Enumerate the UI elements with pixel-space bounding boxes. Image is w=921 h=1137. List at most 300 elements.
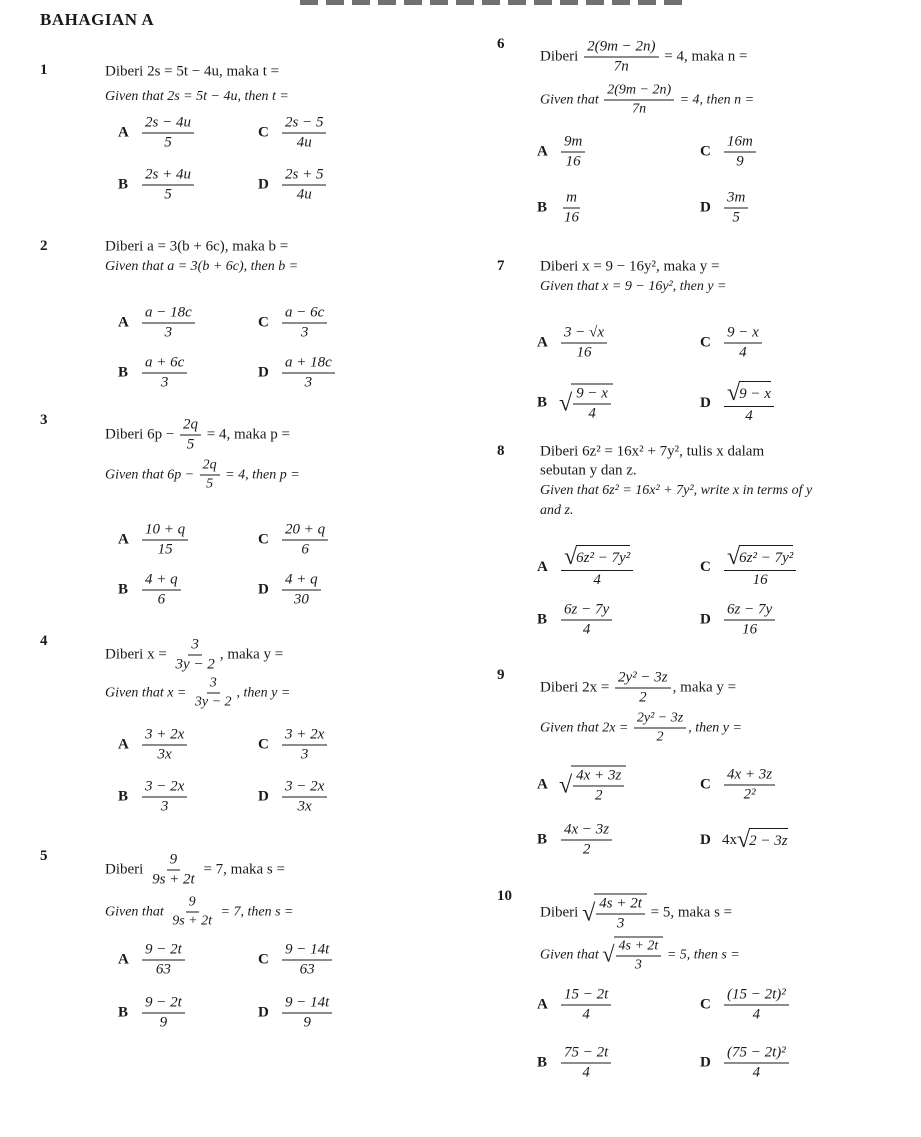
denominator-text: 16: [565, 153, 581, 170]
text-segment: Diberi a = 3(b + 6c), maka b =: [105, 238, 289, 255]
option-letter: D: [700, 394, 711, 411]
numerator: [142, 355, 187, 374]
denominator-text: 3: [300, 324, 309, 341]
numerator: [634, 711, 686, 729]
option-a[interactable]: [537, 766, 626, 805]
radicand: [739, 545, 793, 569]
option-a[interactable]: [537, 134, 587, 171]
denominator: [574, 344, 595, 362]
numerator-text: 6z² − 7y²: [576, 549, 631, 566]
denominator-text: 4: [582, 1006, 590, 1023]
numerator-text: 2s − 4u: [145, 114, 191, 131]
numerator-text: 2(9m − 2n): [587, 38, 656, 55]
fraction: [173, 637, 218, 674]
option-c[interactable]: [700, 987, 791, 1024]
numerator-text: 2(9m − 2n): [607, 82, 672, 98]
numerator: [282, 522, 328, 541]
option-letter: C: [700, 334, 711, 351]
section-title: BAHAGIAN A: [40, 10, 155, 29]
fraction: [724, 1045, 789, 1082]
denominator-text: 3: [304, 374, 313, 391]
numerator-text: 10 + q: [145, 521, 186, 538]
numerator: [615, 670, 671, 689]
text-segment: Diberi: [540, 48, 583, 65]
text-segment: = 4, maka p =: [203, 426, 290, 443]
denominator-text: 4: [582, 1064, 590, 1081]
option-letter: A: [537, 776, 548, 793]
denominator: [158, 798, 172, 816]
option-letter: A: [118, 314, 129, 331]
numerator: [142, 727, 187, 746]
option-c[interactable]: [258, 942, 334, 979]
fraction: [634, 711, 686, 746]
numerator-text: 3 − √x: [564, 324, 605, 341]
denominator: [295, 798, 315, 816]
text-segment: sebutan y dan z.: [540, 462, 637, 479]
option-d[interactable]: [258, 995, 334, 1032]
question-text-malay: [105, 239, 288, 256]
option-d[interactable]: [258, 779, 329, 816]
denominator: [579, 1064, 593, 1082]
option-b[interactable]: [537, 822, 614, 859]
option-letter: D: [258, 364, 269, 381]
denominator-text: 4: [745, 408, 753, 424]
question-text-english: [540, 937, 740, 974]
option-c[interactable]: [258, 727, 329, 764]
question-number: 4: [40, 633, 48, 649]
option-d[interactable]: [700, 190, 750, 227]
option-b[interactable]: [537, 602, 614, 639]
numerator: [561, 822, 612, 841]
denominator-text: 9: [736, 153, 744, 170]
denominator: [636, 689, 650, 707]
option-letter: D: [700, 611, 711, 628]
denominator: [298, 541, 312, 559]
option-c[interactable]: [700, 545, 798, 589]
text-segment: Given that: [105, 904, 168, 919]
numerator-text: 3 − 2x: [145, 778, 185, 795]
numerator: [200, 458, 220, 476]
denominator-text: 4: [588, 405, 596, 422]
numerator-text: 9 − 2t: [145, 941, 182, 958]
numerator: [561, 545, 633, 571]
fraction: [573, 386, 611, 423]
question-text-malay: [540, 444, 764, 461]
numerator-text: 6z² − 7y²: [739, 549, 794, 566]
radicand: [571, 384, 613, 423]
radical-sign: √: [727, 544, 741, 570]
question-text-english: [540, 83, 754, 118]
question-text-malay: [105, 417, 290, 454]
numerator: [563, 190, 580, 209]
denominator: [162, 324, 176, 342]
option-d[interactable]: [258, 167, 328, 204]
denominator-text: 2: [639, 689, 647, 706]
fraction: [142, 305, 195, 342]
text-segment: Given that: [540, 92, 603, 107]
question-text-malay: [105, 637, 283, 674]
option-c[interactable]: [258, 115, 328, 152]
fraction: [724, 325, 762, 362]
option-c[interactable]: [700, 134, 758, 171]
numerator: [604, 83, 674, 101]
option-letter: B: [537, 1054, 548, 1071]
question-text-english: [105, 895, 293, 930]
option-letter: B: [537, 831, 548, 848]
option-b[interactable]: [118, 779, 189, 816]
radical-sign: √: [727, 380, 741, 406]
denominator: [294, 134, 315, 152]
denominator-text: 2²: [743, 786, 756, 803]
option-b[interactable]: [118, 572, 183, 609]
question-text-malay: [540, 894, 732, 933]
numerator: [282, 779, 327, 798]
option-letter: C: [258, 951, 269, 968]
denominator: [158, 374, 172, 392]
question-text-english: [105, 676, 290, 711]
numerator-text: 4s + 2t: [599, 895, 642, 912]
option-b[interactable]: [118, 995, 187, 1032]
numerator-text: 9 − x: [739, 385, 771, 402]
option-letter: D: [700, 1054, 711, 1071]
denominator: [579, 1006, 593, 1024]
denominator-text: 5: [206, 476, 214, 492]
denominator-text: 30: [293, 591, 309, 608]
option-letter: D: [258, 176, 269, 193]
denominator-text: 9s + 2t: [172, 913, 213, 929]
numerator-text: 3: [191, 636, 199, 653]
fraction: [561, 134, 585, 171]
numerator-text: 2q: [183, 416, 199, 433]
denominator-text: 3: [160, 798, 169, 815]
square-root: [564, 545, 630, 569]
option-c[interactable]: [258, 522, 330, 559]
numerator-text: a + 6c: [145, 354, 185, 371]
fraction: [149, 852, 198, 889]
numerator: [188, 637, 202, 656]
option-c[interactable]: [700, 325, 764, 362]
denominator-text: 3: [616, 915, 625, 932]
denominator-text: 63: [299, 961, 315, 978]
numerator-text: 4s + 2t: [618, 938, 659, 954]
text-segment: Given that 2s = 5t − 4u, then t =: [105, 89, 289, 104]
numerator-text: a − 18c: [145, 304, 192, 321]
numerator-text: (75 − 2t)²: [727, 1044, 786, 1061]
option-letter: A: [118, 736, 129, 753]
fraction: [180, 417, 201, 454]
denominator: [729, 209, 743, 227]
numerator-text: 2s − 5: [285, 114, 324, 131]
option-a[interactable]: [118, 942, 187, 979]
numerator: [724, 602, 775, 621]
numerator: [167, 852, 181, 871]
option-d[interactable]: [258, 355, 337, 392]
text-segment: = 4, maka n =: [660, 48, 748, 65]
option-a[interactable]: [537, 325, 609, 362]
denominator: [157, 1014, 171, 1032]
option-d[interactable]: [700, 1045, 791, 1082]
text-segment: Given that 6p −: [105, 467, 198, 482]
option-d[interactable]: [700, 381, 776, 425]
denominator: [614, 915, 628, 933]
denominator: [294, 186, 315, 204]
denominator: [184, 436, 198, 454]
radical-sign: √: [582, 900, 596, 926]
denominator-text: 3: [160, 374, 169, 391]
numerator-text: 4x + 3z: [727, 766, 773, 783]
fraction: [200, 458, 220, 493]
option-c[interactable]: [700, 767, 777, 804]
fraction: [561, 545, 633, 589]
numerator: [142, 995, 185, 1014]
numerator: [282, 305, 327, 324]
denominator: [611, 58, 632, 76]
denominator-text: 4u: [296, 186, 312, 203]
option-letter: D: [258, 1004, 269, 1021]
option-a[interactable]: [118, 305, 197, 342]
numerator-text: 9 − 14t: [285, 994, 330, 1011]
denominator: [300, 1014, 314, 1032]
radicand: [594, 894, 647, 933]
denominator-text: 15: [157, 541, 173, 558]
denominator-text: 6: [301, 541, 309, 558]
numerator-text: 6z − 7y: [564, 601, 610, 618]
cropped-header-text: [300, 0, 690, 5]
option-a[interactable]: [537, 987, 613, 1024]
numerator: [142, 942, 185, 961]
denominator-text: 4: [739, 344, 747, 361]
denominator-text: 16: [742, 621, 758, 638]
numerator-text: 2y² − 3z: [636, 710, 684, 726]
option-letter: D: [258, 581, 269, 598]
denominator: [592, 787, 606, 805]
denominator: [155, 541, 176, 559]
text-segment: = 5, then s =: [663, 947, 740, 962]
numerator: [561, 325, 607, 344]
denominator-text: 4: [582, 621, 591, 638]
fraction: [142, 115, 194, 152]
fraction: [142, 727, 187, 764]
numerator-text: 3 − 2x: [285, 778, 325, 795]
numerator-text: 3m: [727, 189, 746, 206]
text-segment: Diberi: [540, 904, 583, 921]
numerator-text: 9 − x: [576, 385, 608, 402]
option-letter: C: [258, 124, 269, 141]
square-root: [602, 937, 663, 974]
denominator-text: 63: [155, 961, 171, 978]
question-text-english: [105, 89, 289, 105]
square-root: [727, 381, 771, 405]
numerator-text: 2y² − 3z: [618, 669, 668, 686]
question-number: 7: [497, 258, 505, 274]
text-segment: = 4, then n =: [676, 92, 755, 107]
denominator: [739, 621, 760, 639]
option-b[interactable]: [537, 384, 613, 423]
option-d[interactable]: [258, 572, 323, 609]
question-text-malay: [540, 39, 747, 76]
denominator: [742, 407, 756, 425]
fraction: [561, 190, 582, 227]
text-segment: Diberi 6z² = 16x² + 7y², tulis x dalam: [540, 443, 765, 460]
numerator-text: 9m: [564, 133, 583, 150]
option-letter: B: [118, 364, 129, 381]
denominator: [750, 571, 771, 589]
text-segment: = 4, then p =: [221, 467, 300, 482]
numerator: [282, 727, 327, 746]
denominator-text: 3y − 2: [194, 694, 232, 710]
numerator-text: (15 − 2t)²: [727, 986, 786, 1003]
denominator: [149, 871, 198, 889]
denominator: [750, 1006, 764, 1024]
numerator: [142, 522, 188, 541]
question-number: 6: [497, 36, 505, 52]
denominator: [298, 324, 312, 342]
option-c[interactable]: [258, 305, 329, 342]
option-b[interactable]: [118, 167, 196, 204]
text-segment: Diberi 6p −: [105, 426, 179, 443]
denominator-text: 9: [303, 1014, 311, 1031]
numerator-text: 4 + q: [145, 571, 178, 588]
fraction: [282, 942, 332, 979]
text-segment: 4x: [722, 831, 737, 848]
numerator-text: 9: [169, 851, 178, 868]
fraction: [142, 995, 185, 1032]
fraction: [282, 995, 332, 1032]
question-text-english: [540, 483, 812, 499]
fraction: [282, 522, 328, 559]
numerator: [561, 602, 612, 621]
option-a[interactable]: [118, 522, 190, 559]
fraction: [282, 572, 321, 609]
option-d[interactable]: [700, 602, 777, 639]
question-number: 2: [40, 238, 48, 254]
option-b[interactable]: [537, 190, 584, 227]
numerator: [584, 39, 658, 58]
numerator-text: m: [566, 189, 577, 206]
text-segment: , maka y =: [672, 679, 737, 696]
numerator-text: 2s + 4u: [145, 166, 191, 183]
denominator-text: 16: [564, 209, 579, 226]
fraction: [282, 167, 326, 204]
denominator: [585, 405, 599, 423]
denominator: [192, 694, 235, 711]
fraction: [724, 987, 789, 1024]
option-letter: A: [537, 996, 548, 1013]
fraction: [724, 134, 756, 171]
denominator: [155, 591, 169, 609]
option-d[interactable]: [700, 828, 788, 852]
radicand: [749, 828, 787, 852]
denominator: [169, 913, 215, 930]
square-root: [737, 828, 788, 852]
denominator: [203, 476, 216, 493]
fraction: [142, 779, 187, 816]
text-segment: , then y =: [236, 685, 291, 700]
numerator-text: 75 − 2t: [564, 1044, 609, 1061]
radicand: [739, 381, 771, 405]
fraction: [561, 325, 607, 362]
denominator: [629, 101, 649, 118]
option-letter: B: [118, 581, 129, 598]
denominator: [161, 134, 175, 152]
option-b[interactable]: [537, 1045, 613, 1082]
numerator: [724, 1045, 789, 1064]
denominator-text: 3: [164, 324, 173, 341]
denominator: [291, 591, 312, 609]
option-letter: C: [258, 531, 269, 548]
denominator: [563, 153, 584, 171]
numerator-text: 6z − 7y: [727, 601, 773, 618]
numerator: [724, 381, 774, 407]
denominator: [590, 571, 604, 589]
numerator: [561, 134, 585, 153]
question-text-english: [105, 259, 298, 275]
denominator-text: 9: [159, 1014, 168, 1031]
square-root: [559, 384, 613, 423]
option-letter: B: [118, 176, 129, 193]
numerator: [724, 190, 748, 209]
option-letter: B: [537, 394, 548, 411]
text-segment: = 7, then s =: [217, 904, 294, 919]
option-a[interactable]: [537, 545, 635, 589]
question-text-english: [540, 711, 742, 746]
numerator-text: 3: [209, 675, 217, 691]
numerator-text: 15 − 2t: [564, 986, 609, 1003]
option-letter: A: [537, 558, 548, 575]
text-segment: Given that 2x =: [540, 720, 632, 735]
numerator-text: 9 − 2t: [145, 994, 182, 1011]
fraction: [142, 942, 185, 979]
denominator-text: 3y − 2: [175, 656, 215, 673]
fraction: [561, 822, 612, 859]
numerator: [616, 939, 662, 957]
denominator: [580, 621, 594, 639]
numerator-text: a + 18c: [285, 354, 332, 371]
numerator-text: 4 + q: [285, 571, 318, 588]
fraction: [282, 115, 326, 152]
text-segment: and z.: [540, 503, 574, 518]
question-text-malay: [105, 64, 279, 81]
numerator-text: 4x + 3z: [576, 767, 622, 784]
text-segment: Diberi: [105, 861, 148, 878]
numerator-text: a − 6c: [285, 304, 325, 321]
option-letter: C: [700, 143, 711, 160]
question-number: 8: [497, 443, 505, 459]
denominator: [736, 344, 750, 362]
numerator: [596, 896, 645, 915]
option-a[interactable]: [118, 727, 189, 764]
denominator: [155, 746, 175, 764]
option-letter: D: [700, 831, 711, 848]
option-a[interactable]: [118, 115, 196, 152]
square-root: [727, 545, 793, 569]
denominator-text: 3x: [157, 746, 172, 763]
numerator: [724, 134, 756, 153]
numerator-text: 16m: [727, 133, 753, 150]
numerator-text: 9 − x: [727, 324, 759, 341]
text-segment: Diberi x = 9 − 16y², maka y =: [540, 258, 720, 275]
option-b[interactable]: [118, 355, 189, 392]
numerator: [282, 572, 321, 591]
numerator: [282, 942, 332, 961]
radical-sign: √: [559, 772, 573, 798]
fraction: [573, 768, 624, 805]
radical-sign: √: [737, 827, 751, 853]
radical-sign: √: [602, 941, 615, 967]
numerator-text: 20 + q: [285, 521, 326, 538]
numerator: [282, 115, 326, 134]
question-number: 3: [40, 412, 48, 428]
